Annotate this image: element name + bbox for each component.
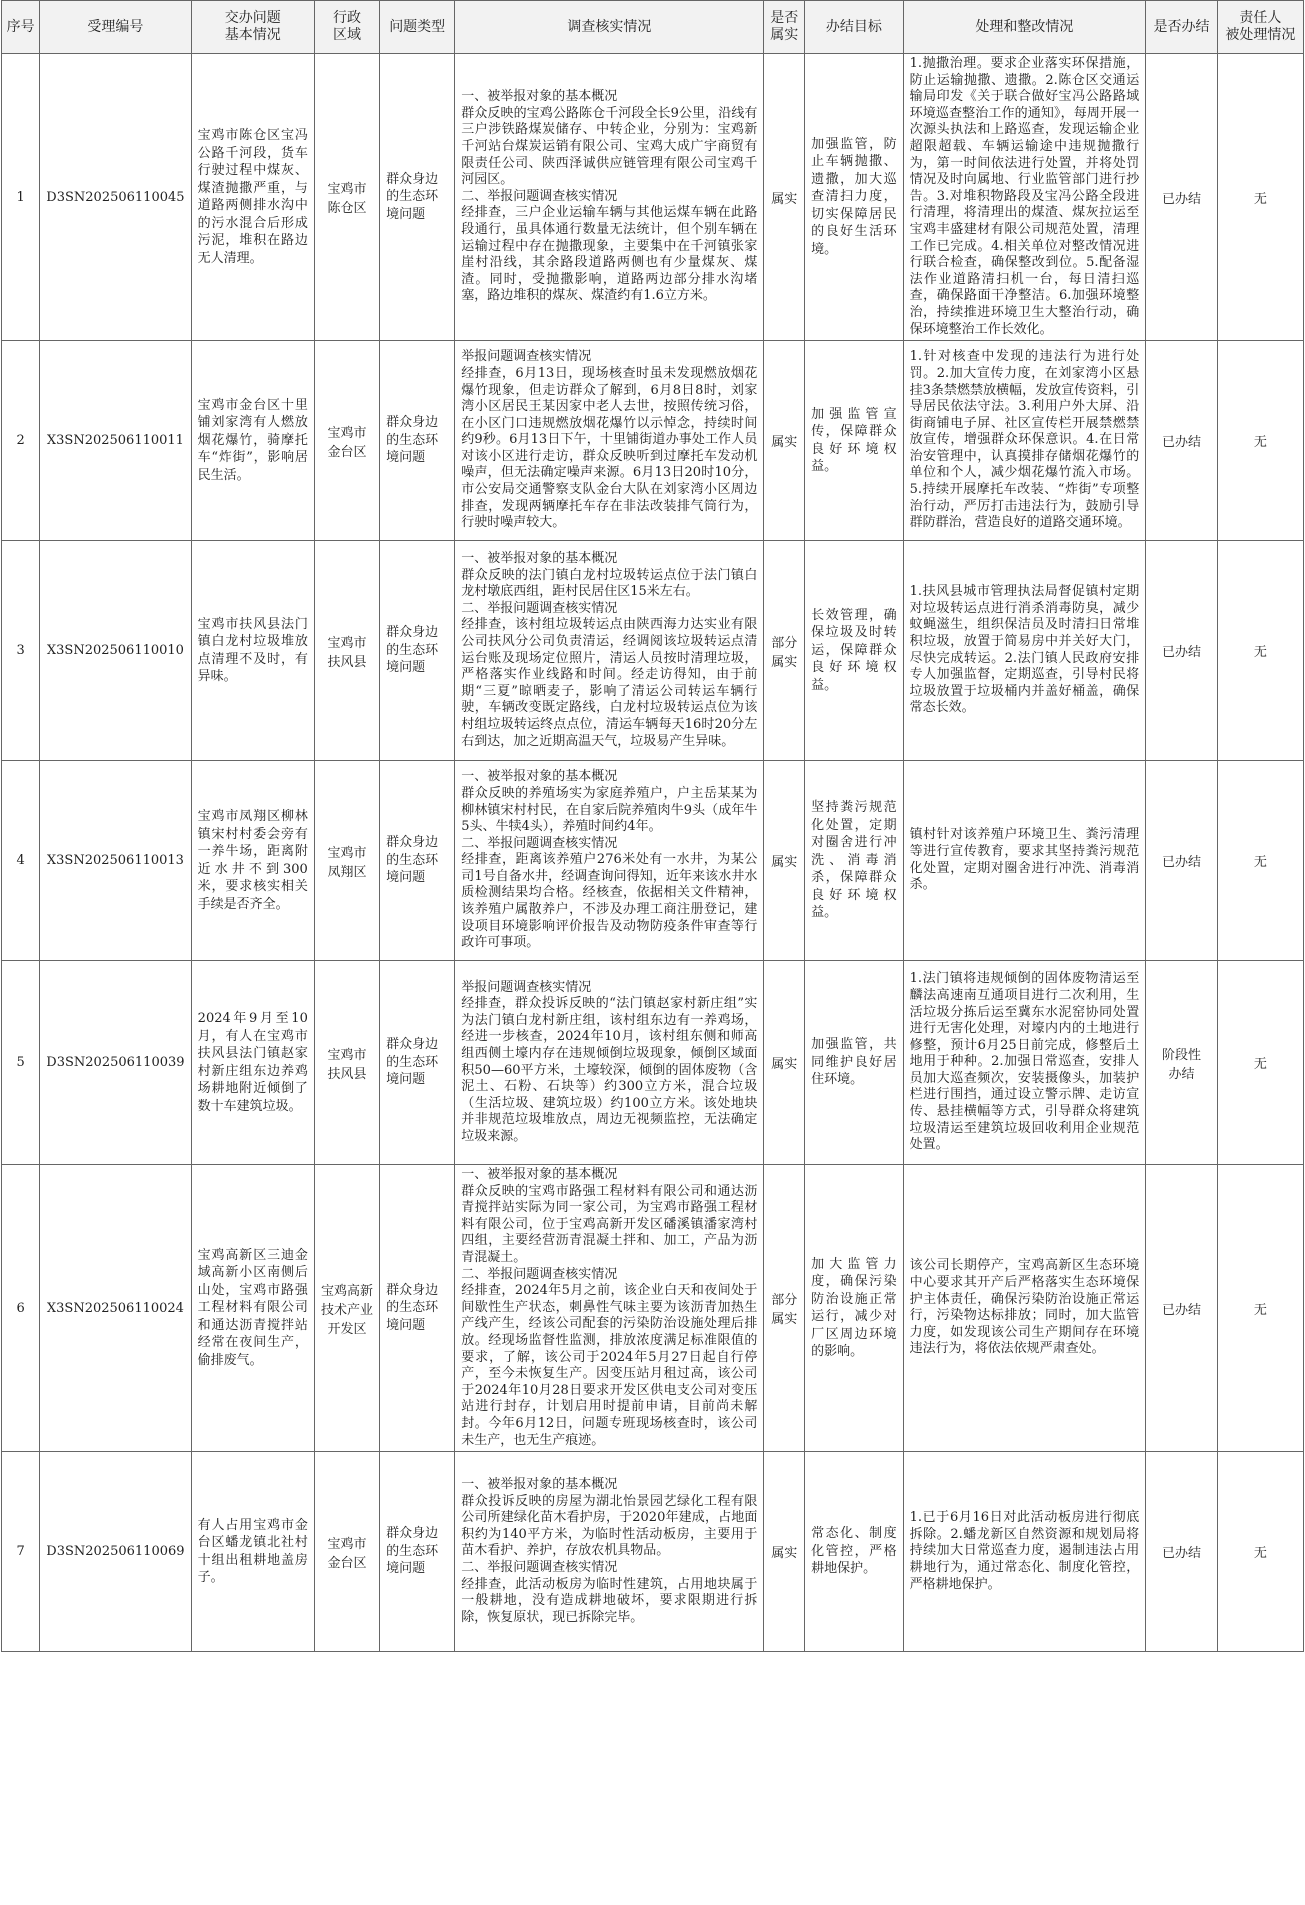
cell-penalty: 无 [1217, 1165, 1303, 1452]
cell-problem: 宝鸡市金台区十里铺刘家湾有人燃放烟花爆竹，骑摩托车“炸街”，影响居民生活。 [191, 341, 314, 541]
cell-target: 加强监管宣传，保障群众良好环境权益。 [805, 341, 904, 541]
header-id: 受理编号 [40, 1, 192, 54]
cell-no: 4 [2, 761, 40, 961]
cell-true: 部分 属实 [764, 541, 805, 761]
cell-id: X3SN202506110024 [40, 1165, 192, 1452]
cell-type: 群众身边 的生态环 境问题 [380, 961, 455, 1165]
cell-closed: 已办结 [1146, 1452, 1217, 1652]
cell-investigation: 举报问题调查核实情况 经排查，6月13日，现场核查时虽未发现燃放烟花爆竹现象，但走访群众了解到，6月8日8时，刘家湾小区居民王某因家中老人去世，按照传统习俗，在小区门口违规燃放烟花爆竹以示悼念，持续时间约9秒。6月13日下午，十里铺街道办事处工作人员对该小区进行走访，群众反映听到过摩托车发动机噪声，但无法确定噪声来源。6月13日20时10分，市公安局交通警察支队金台大队在刘家湾小区周边排查，发现两辆摩托车存在非法改装排气筒行为，行驶时噪声较大。 [455, 341, 764, 541]
complaint-table [1, 0, 1304, 1652]
cell-id: X3SN202506110013 [40, 761, 192, 961]
cell-id: D3SN202506110039 [40, 961, 192, 1165]
cell-type: 群众身边 的生态环 境问题 [380, 541, 455, 761]
cell-penalty: 无 [1217, 341, 1303, 541]
cell-problem: 2024年9月至10月，有人在宝鸡市扶风县法门镇赵家村新庄组东边养鸡场耕地附近倾倒了数十车建筑垃圾。 [191, 961, 314, 1165]
cell-investigation: 一、被举报对象的基本概况 群众反映的法门镇白龙村垃圾转运点位于法门镇白龙村墩底西组，距村民居住区15米左右。 二、举报问题调查核实情况 经排查，该村组垃圾转运点由陕西海力达实业有限公司扶风分公司负责清运，经调阅该垃圾转运点清运台账及现场定位照片，清运人员按时清理垃圾，严格落实作业线路和时间。经走访得知，由于前期“三夏”晾晒麦子，影响了清运公司转运车辆行驶，车辆改变既定路线，白龙村垃圾转运点位为该村组垃圾转运终点点位，清运车辆每天16时20分左右到达，加之近期高温天气，垃圾易产生异味。 [455, 541, 764, 761]
cell-investigation: 一、被举报对象的基本概况 群众反映的宝鸡市路强工程材料有限公司和通达沥青搅拌站实际为同一家公司，为宝鸡市路强工程材料有限公司，位于宝鸡高新开发区磻溪镇潘家湾村四组，主要经营沥青混凝土拌和、加工，产品为沥青混凝土。 二、举报问题调查核实情况 经排查，2024年5月之前，该企业白天和夜间处于间歇性生产状态，刺鼻性气味主要为该沥青加热生产线产生，经该公司配套的污染防治设施处理后排放。经现场监督性监测，排放浓度满足标准限值的要求，了解，该公司于2024年5月27日起自行停产，至今未恢复生产。因变压站月租过高，该公司于2024年10月28日要求开发区供电支公司对变压站进行封存，计划启用时提前申请，目前尚未解封。今年6月12日，问题专班现场核查时，该公司未生产，也无生产痕迹。 [455, 1165, 764, 1452]
cell-investigation: 一、被举报对象的基本概况 群众投诉反映的房屋为湖北怡景园艺绿化工程有限公司所建绿化苗木看护房，于2020年建成，占地面积约为140平方米，为临时性活动板房，主要用于苗木看护、养护，存放农机具物品。 二、举报问题调查核实情况 经排查，此活动板房为临时性建筑，占用地块属于一般耕地，没有造成耕地破坏，要求限期进行拆除，恢复原状，现已拆除完毕。 [455, 1452, 764, 1652]
cell-penalty: 无 [1217, 54, 1303, 341]
header-target: 办结目标 [805, 1, 904, 54]
cell-no: 7 [2, 1452, 40, 1652]
cell-type: 群众身边 的生态环 境问题 [380, 341, 455, 541]
header-handling: 处理和整改情况 [903, 1, 1146, 54]
cell-investigation: 一、被举报对象的基本概况 群众反映的宝鸡公路陈仓千河段全长9公里，沿线有三户涉铁路煤炭储存、中转企业，分别为：宝鸡新千河站台煤炭运销有限公司、宝鸡大成广宇商贸有限责任公司、陕西泽诚供应链管理有限公司宝鸡千河园区。 二、举报问题调查核实情况 经排查，三户企业运输车辆与其他运煤车辆在此路段通行，虽具体通行数量无法统计，但个别车辆在运输过程中存在抛撒现象，主要集中在千河镇张家崖村沿线，其余路段道路两侧也有少量煤灰、煤渣。同时，受抛撒影响，道路两边部分排水沟堵塞，路边堆积的煤灰、煤渣约有1.6立方米。 [455, 54, 764, 341]
cell-no: 1 [2, 54, 40, 341]
cell-closed: 已办结 [1146, 341, 1217, 541]
cell-no: 3 [2, 541, 40, 761]
cell-handling: 1.针对核查中发现的违法行为进行处罚。2.加大宣传力度，在刘家湾小区悬挂3条禁燃禁放横幅，发放宣传资料，引导居民依法守法。3.利用户外大屏、沿街商铺电子屏、社区宣传栏开展禁燃禁放宣传，增强群众环保意识。4.在日常治安管理中，认真摸排存储烟花爆竹的单位和个人，减少烟花爆竹流入市场。5.持续开展摩托车改装、“炸街”专项整治行动，严厉打击违法行为，鼓励引导群防群治，营造良好的道路交通环境。 [903, 341, 1146, 541]
cell-penalty: 无 [1217, 961, 1303, 1165]
cell-closed: 已办结 [1146, 1165, 1217, 1452]
cell-id: D3SN202506110069 [40, 1452, 192, 1652]
cell-closed: 已办结 [1146, 761, 1217, 961]
header-problem: 交办问题 基本情况 [191, 1, 314, 54]
cell-region: 宝鸡市 扶风县 [314, 541, 379, 761]
cell-type: 群众身边 的生态环 境问题 [380, 761, 455, 961]
cell-handling: 1.已于6月16日对此活动板房进行彻底拆除。2.蟠龙新区自然资源和规划局将持续加大日常巡查力度，遏制违法占用耕地行为，通过常态化、制度化管控，严格耕地保护。 [903, 1452, 1146, 1652]
cell-investigation: 举报问题调查核实情况 经排查，群众投诉反映的“法门镇赵家村新庄组”实为法门镇白龙村新庄组，该村组东边有一养鸡场，经进一步核查，2024年10月，该村组东侧和师高组西侧土壕内存在违规倾倒垃圾现象，倾倒区域面积50—60平方米，土壕较深，倾倒的固体废物（含泥土、石粉、石块等）约300立方米，混合垃圾（生活垃圾、建筑垃圾）约100立方米。该处地块并非规范垃圾堆放点，周边无视频监控，无法确定垃圾来源。 [455, 961, 764, 1165]
cell-target: 加强监管，共同维护良好居住环境。 [805, 961, 904, 1165]
table-row [2, 1165, 1304, 1452]
table-row [2, 541, 1304, 761]
cell-id: D3SN202506110045 [40, 54, 192, 341]
cell-true: 属实 [764, 761, 805, 961]
cell-true: 属实 [764, 961, 805, 1165]
cell-region: 宝鸡市 金台区 [314, 341, 379, 541]
header-investigation: 调查核实情况 [455, 1, 764, 54]
cell-penalty: 无 [1217, 761, 1303, 961]
table-row [2, 761, 1304, 961]
cell-region: 宝鸡市 金台区 [314, 1452, 379, 1652]
cell-region: 宝鸡市 凤翔区 [314, 761, 379, 961]
cell-type: 群众身边 的生态环 境问题 [380, 54, 455, 341]
table-row [2, 1452, 1304, 1652]
header-true: 是否 属实 [764, 1, 805, 54]
header-type: 问题类型 [380, 1, 455, 54]
cell-handling: 1.抛撒治理。要求企业落实环保措施，防止运输抛撒、遗撒。2.陈仓区交通运输局印发《关于联合做好宝冯公路路域环境巡查整治工作的通知》，每周开展一次源头执法和上路巡查，发现运输企业超限超载、车辆运输途中违规抛撒行为，第一时间依法进行处置，并将处罚情况及时向属地、行业监管部门进行抄告。3.对堆积物路段及宝冯公路全段进行清理，将清理出的煤渣、煤灰拉运至宝鸡丰盛建材有限公司规范处置，清理工作已完成。4.相关单位对整改情况进行联合检查，确保整改到位。5.配备湿法作业道路清扫机一台，每日清扫巡查，确保路面干净整洁。6.加强环境整治，持续推进环境卫生大整治行动，确保环境整治工作长效化。 [903, 54, 1146, 341]
cell-region: 宝鸡高新 技术产业 开发区 [314, 1165, 379, 1452]
table-header-row [2, 1, 1304, 54]
cell-target: 常态化、制度化管控，严格耕地保护。 [805, 1452, 904, 1652]
cell-no: 2 [2, 341, 40, 541]
cell-true: 属实 [764, 341, 805, 541]
header-penalty: 责任人 被处理情况 [1217, 1, 1303, 54]
cell-type: 群众身边 的生态环 境问题 [380, 1165, 455, 1452]
cell-target: 加强监管，防止车辆抛撒、遗撒，加大巡查清扫力度，切实保障居民的良好生活环境。 [805, 54, 904, 341]
cell-closed: 已办结 [1146, 54, 1217, 341]
header-region: 行政 区域 [314, 1, 379, 54]
cell-problem: 宝鸡高新区三迪金域高新小区南侧后山处，宝鸡市路强工程材料有限公司和通达沥青搅拌站经常在夜间生产，偷排废气。 [191, 1165, 314, 1452]
cell-type: 群众身边 的生态环 境问题 [380, 1452, 455, 1652]
cell-target: 加大监管力度，确保污染防治设施正常运行，减少对厂区周边环境的影响。 [805, 1165, 904, 1452]
cell-penalty: 无 [1217, 541, 1303, 761]
cell-target: 长效管理，确保垃圾及时转运，保障群众良好环境权益。 [805, 541, 904, 761]
table-row [2, 54, 1304, 341]
header-closed: 是否办结 [1146, 1, 1217, 54]
cell-handling: 镇村针对该养殖户环境卫生、粪污清理等进行宣传教育，要求其坚持粪污规范化处置，定期对圈舍进行冲洗、消毒消杀。 [903, 761, 1146, 961]
cell-handling: 该公司长期停产，宝鸡高新区生态环境中心要求其开产后严格落实生态环境保护主体责任，确保污染防治设施正常运行，污染物达标排放；同时，加大监管力度，如发现该公司生产期间存在环境违法行为，将依法依规严肃查处。 [903, 1165, 1146, 1452]
cell-id: X3SN202506110011 [40, 341, 192, 541]
table-row [2, 961, 1304, 1165]
cell-id: X3SN202506110010 [40, 541, 192, 761]
cell-target: 坚持粪污规范化处置，定期对圈舍进行冲洗、消毒消杀，保障群众良好环境权益。 [805, 761, 904, 961]
cell-handling: 1.扶风县城市管理执法局督促镇村定期对垃圾转运点进行消杀消毒防臭，减少蚊蝇滋生，组织保洁员及时清扫日常堆积垃圾，放置于简易房中并关好大门，尽快完成转运。2.法门镇人民政府安排专人加强监督，定期巡查，引导村民将垃圾放置于垃圾桶内并盖好桶盖，确保常态长效。 [903, 541, 1146, 761]
header-no: 序号 [2, 1, 40, 54]
cell-investigation: 一、被举报对象的基本概况 群众反映的养殖场实为家庭养殖户，户主岳某某为柳林镇宋村村民，在自家后院养殖肉牛9头（成年牛5头、牛犊4头），养殖时间约4年。 二、举报问题调查核实情况 经排查，距离该养殖户276米处有一水井，为某公司1号自备水井，经调查询问得知，近年来该水井水质检测结果均合格。经核查，依据相关文件精神，该养殖户属散养户，不涉及办理工商注册登记，建设项目环境影响评价报告及动物防疫条件审查等行政许可事项。 [455, 761, 764, 961]
cell-closed: 已办结 [1146, 541, 1217, 761]
cell-handling: 1.法门镇将违规倾倒的固体废物清运至麟法高速南互通项目进行二次利用，生活垃圾分拣后运至冀东水泥窑协同处置进行无害化处理，对壕内内的土地进行修整，预计6月25日前完成，修整后土地用于种种。2.加强日常巡查，安排人员加大巡查频次，安装摄像头，加装护栏进行围挡，通过设立警示牌、走访宣传、悬挂横幅等方式，引导群众将建筑垃圾清运至建筑垃圾回收利用企业规范处置。 [903, 961, 1146, 1165]
cell-problem: 宝鸡市扶风县法门镇白龙村垃圾堆放点清理不及时，有异味。 [191, 541, 314, 761]
cell-region: 宝鸡市 扶风县 [314, 961, 379, 1165]
cell-problem: 宝鸡市陈仓区宝冯公路千河段，货车行驶过程中煤灰、煤渣抛撒严重，与道路两侧排水沟中的污水混合后形成污泥，堆积在路边无人清理。 [191, 54, 314, 341]
cell-closed: 阶段性 办结 [1146, 961, 1217, 1165]
cell-no: 5 [2, 961, 40, 1165]
cell-penalty: 无 [1217, 1452, 1303, 1652]
cell-true: 属实 [764, 1452, 805, 1652]
cell-true: 部分 属实 [764, 1165, 805, 1452]
cell-no: 6 [2, 1165, 40, 1452]
cell-region: 宝鸡市 陈仓区 [314, 54, 379, 341]
cell-true: 属实 [764, 54, 805, 341]
cell-problem: 宝鸡市凤翔区柳林镇宋村村委会旁有一养牛场，距离附近水井不到300米，要求核实相关手续是否齐全。 [191, 761, 314, 961]
cell-problem: 有人占用宝鸡市金台区蟠龙镇北社村十组出租耕地盖房子。 [191, 1452, 314, 1652]
table-row [2, 341, 1304, 541]
